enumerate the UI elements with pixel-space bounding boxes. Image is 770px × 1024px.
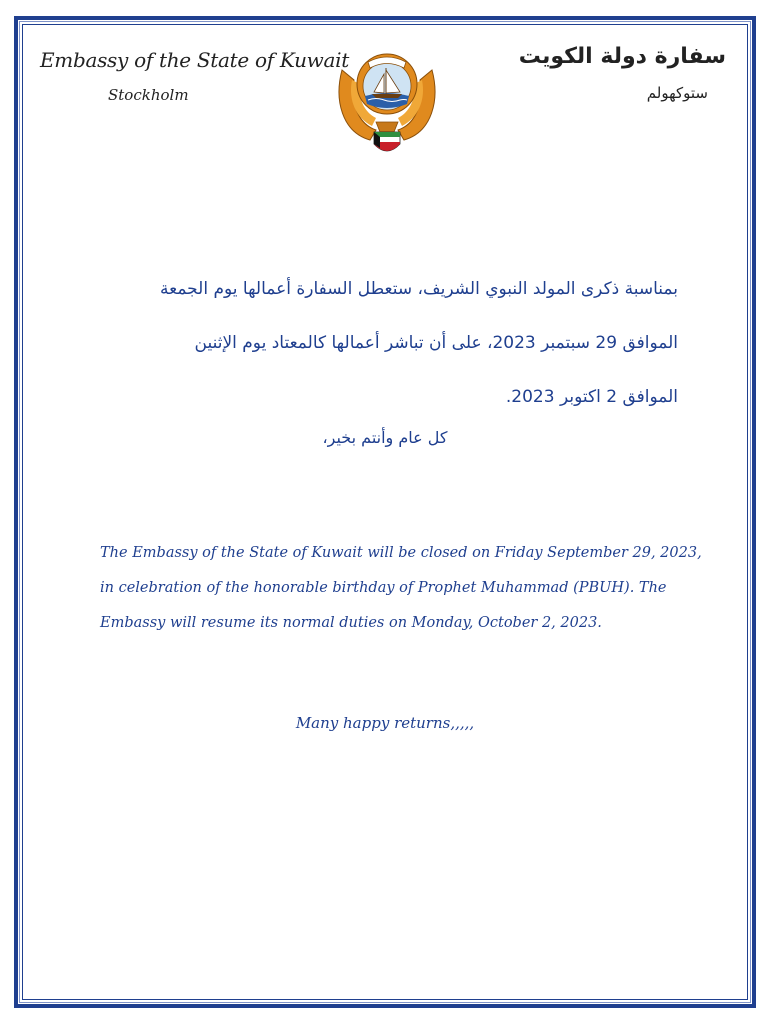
emblem-dhow-hull [372, 94, 402, 98]
arabic-notice-line: بمناسبة ذكرى المولد النبوي الشريف، ستعطل السفارة أعمالها يوم الجمعة [160, 279, 678, 299]
emblem-flag-shield [374, 132, 400, 151]
english-notice-line: in celebration of the honorable birthday of Prophet Muhammad (PBUH). The [100, 580, 667, 596]
english-embassy-name: Embassy of the State of Kuwait [40, 48, 349, 72]
page-border-inner [22, 24, 748, 1000]
arabic-notice-paragraph [100, 262, 678, 424]
arabic-greeting: كل عام وأنتم بخير، [322, 428, 448, 447]
arabic-notice-line: الموافق 2 اكتوبر 2023. [505, 387, 678, 407]
arabic-embassy-city: ستوكهولم [646, 84, 708, 102]
english-notice-line: Embassy will resume its normal duties on Monday, October 2, 2023. [100, 615, 602, 631]
kuwait-emblem-icon [332, 40, 442, 162]
arabic-notice-line: الموافق 29 سبتمبر 2023، على أن تباشر أعمالها كالمعتاد يوم الإثنين [194, 333, 678, 353]
english-notice-paragraph [100, 538, 702, 643]
arabic-embassy-name: سفارة دولة الكويت [518, 44, 726, 69]
english-embassy-city: Stockholm [108, 86, 189, 104]
english-greeting: Many happy returns,,,,, [295, 714, 475, 732]
english-notice-line: The Embassy of the State of Kuwait will be closed on Friday September 29, 2023, [100, 545, 702, 561]
emblem-tail [376, 122, 398, 132]
